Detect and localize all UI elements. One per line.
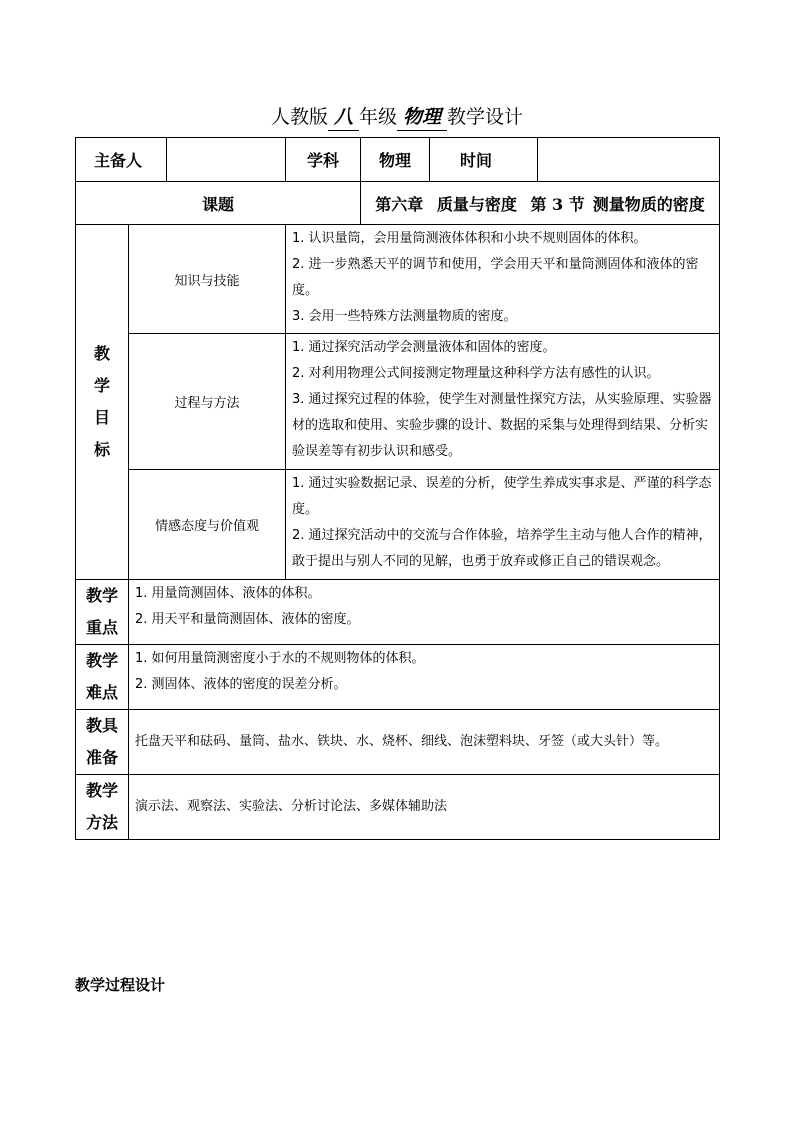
list-item: 3. 会用一些特殊方法测量物质的密度。	[292, 309, 517, 324]
key-points-label-line: 教学	[85, 586, 118, 605]
knowledge-label: 知识与技能	[129, 225, 286, 334]
list-item: 3. 通过探究过程的体验，使学生对测量性探究方法，从实验原理、实验器材的选取和使用、实验步骤的设计、数据的采集与处理得到结果、分析实验误差等有初步认识和感受。	[292, 392, 712, 459]
objectives-label-char: 学	[93, 376, 110, 395]
title-grade-fill: 八	[328, 104, 359, 131]
materials-label-line: 准备	[85, 748, 118, 767]
key-points-row	[76, 580, 720, 645]
list-item: 1. 通过探究活动学会测量液体和固体的密度。	[292, 340, 556, 355]
topic-section-title: 测量物质的密度	[592, 194, 705, 214]
subject-value: 物理	[361, 138, 430, 182]
process-items	[286, 334, 720, 470]
time-value	[538, 138, 720, 182]
difficulties-items	[129, 645, 720, 710]
difficulties-label-line: 教学	[85, 651, 118, 670]
list-item: 1. 用量筒测固体、液体的体积。	[135, 586, 321, 601]
topic-content	[361, 182, 720, 225]
methods-label-line: 教学	[85, 781, 118, 800]
knowledge-items	[286, 225, 720, 334]
topic-section: 第 3 节	[530, 194, 585, 214]
objectives-label	[76, 225, 129, 580]
preparer-label: 主备人	[94, 151, 143, 170]
section-heading: 教学过程设计	[75, 976, 166, 994]
methods-label-line: 方法	[85, 813, 118, 832]
materials-label-line: 教具	[85, 716, 118, 735]
document-title	[0, 104, 794, 131]
materials-label	[76, 710, 129, 775]
title-prefix: 人教版	[270, 106, 328, 128]
objective-knowledge-row	[76, 225, 720, 334]
list-item: 2. 进一步熟悉天平的调节和使用，学会用天平和量筒测固体和液体的密度。	[292, 257, 699, 298]
preparer-value	[166, 138, 285, 181]
objectives-label-char: 目	[93, 408, 110, 427]
key-points-items	[129, 580, 720, 645]
materials-text: 托盘天平和砝码、量筒、盐水、铁块、水、烧杯、细线、泡沫塑料块、牙签（或大头针）等。	[129, 710, 720, 775]
emotion-items	[286, 470, 720, 580]
topic-label: 课题	[76, 182, 361, 225]
topic-row	[76, 182, 720, 225]
materials-row	[76, 710, 720, 775]
list-item: 1. 如何用量筒测密度小于水的不规则物体的体积。	[135, 651, 425, 666]
methods-label	[76, 775, 129, 840]
list-item: 2. 对利用物理公式间接测定物理量这种科学方法有感性的认识。	[292, 366, 660, 381]
header-row	[76, 138, 720, 182]
emotion-label: 情感态度与价值观	[129, 470, 286, 580]
methods-text: 演示法、观察法、实验法、分析讨论法、多媒体辅助法	[129, 775, 720, 840]
list-item: 2. 测固体、液体的密度的误差分析。	[135, 677, 347, 692]
list-item: 1. 通过实验数据记录、误差的分析，使学生养成实事求是、严谨的科学态度。	[292, 476, 712, 517]
list-item: 1. 认识量筒，会用量筒测液体体积和小块不规则固体的体积。	[292, 231, 647, 246]
objective-emotion-row	[76, 470, 720, 580]
difficulties-label-line: 难点	[85, 683, 118, 702]
time-label: 时间	[430, 138, 538, 182]
objectives-label-char: 标	[93, 440, 110, 459]
subject-label: 学科	[286, 138, 361, 182]
title-suffix: 教学设计	[447, 106, 524, 128]
list-item: 2. 通过探究活动中的交流与合作体验，培养学生主动与他人合作的精神，敢于提出与别人不同的见解，也勇于放弃或修正自己的错误观念。	[292, 528, 712, 569]
title-subject-fill: 物理	[397, 104, 447, 131]
difficulties-row	[76, 645, 720, 710]
difficulties-label	[76, 645, 129, 710]
list-item: 2. 用天平和量筒测固体、液体的密度。	[135, 612, 360, 627]
objective-process-row	[76, 334, 720, 470]
lesson-plan-table	[75, 137, 720, 840]
process-label: 过程与方法	[129, 334, 286, 470]
title-mid: 年级	[358, 106, 397, 128]
key-points-label-line: 重点	[85, 618, 118, 637]
methods-row	[76, 775, 720, 840]
topic-chapter-title: 质量与密度	[436, 194, 517, 214]
key-points-label	[76, 580, 129, 645]
objectives-label-char: 教	[93, 344, 110, 363]
topic-chapter: 第六章	[375, 194, 424, 214]
preparer-label-cell	[76, 138, 286, 182]
